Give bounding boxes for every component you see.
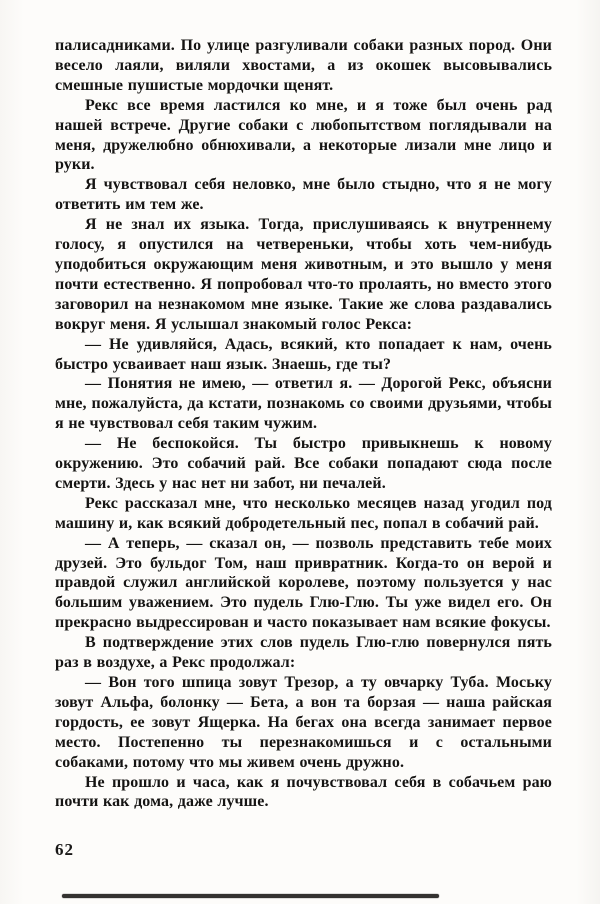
paragraph: Не прошло и часа, как я почувствовал себя в собачьем раю почти как дома, даже лучше. bbox=[55, 773, 552, 811]
paragraph: палисадниками. По улице разгуливали собаки разных пород. Они весело лаяли, виляли хвостами, а из окошек высовывались смешные пушистые мордочки щенят. bbox=[55, 37, 552, 94]
paragraph-dialogue: — А теперь, — сказал он, — позволь представить тебе моих друзей. Это бульдог Том, наш привратник. Когда-то он верой и правдой служил английской королеве, поэтому пользуется у нас большим уважением. Это пудель Глю-Глю. Ты уже видел его. Он прекрасно выдрессирован и часто показывает нам всякие фокусы. bbox=[55, 534, 552, 632]
paragraph: Я чувствовал себя неловко, мне было стыдно, что я не могу ответить им тем же. bbox=[55, 176, 552, 214]
scan-artifact-line bbox=[62, 894, 439, 898]
paragraph-dialogue: — Не удивляйся, Адась, всякий, кто попадает к нам, очень быстро усваивает наш язык. Знаешь, где ты? bbox=[55, 335, 552, 373]
paragraph-dialogue: — Понятия не имею, — ответил я. — Дорогой Рекс, объясни мне, пожалуйста, да кстати, познакомь со своими друзьями, чтобы я не чувствовал себя таким чужим. bbox=[55, 375, 552, 433]
paragraph: Рекс все время ластился ко мне, и я тоже был очень рад нашей встрече. Другие собаки с любопытством поглядывали на меня, дружелюбно обнюхивали, а некоторые лизали мне лицо и руки. bbox=[55, 96, 552, 174]
paragraph: В подтверждение этих слов пудель Глю-глю повернулся пять раз в воздухе, а Рекс продолжал: bbox=[55, 634, 552, 672]
paragraph: Я не знал их языка. Тогда, прислушиваясь к внутреннему голосу, я опустился на четвереньки, чтобы хоть чем-нибудь уподобиться окружающим меня животным, и это вышло у меня почти естественно. Я попробовал что-то пролаять, но вместо этого заговорил на незнакомом мне языке. Такие же слова раздавались вокруг меня. Я услышал знакомый голос Рекса: bbox=[55, 216, 552, 333]
paragraph-dialogue: — Вон того шпица зовут Трезор, а ту овчарку Туба. Моську зовут Альфа, болонку — Бета, а вон та борзая — наша райская гордость, ее зовут Ящерка. На бегах она всегда занимает первое место. Постепенно ты перезнакомишься и с остальными собаками, потому что мы живем очень дружно. bbox=[55, 674, 552, 771]
paragraph-dialogue: — Не беспокойся. Ты быстро привыкнешь к новому окружению. Это собачий рай. Все собаки попадают сюда после смерти. Здесь у нас нет ни забот, ни печалей. bbox=[55, 435, 552, 492]
page-number: 62 bbox=[55, 840, 74, 859]
paragraph: Рекс рассказал мне, что несколько месяцев назад угодил под машину и, как всякий добродетельный пес, попал в собачий рай. bbox=[55, 494, 552, 532]
page-text-block bbox=[55, 36, 552, 812]
